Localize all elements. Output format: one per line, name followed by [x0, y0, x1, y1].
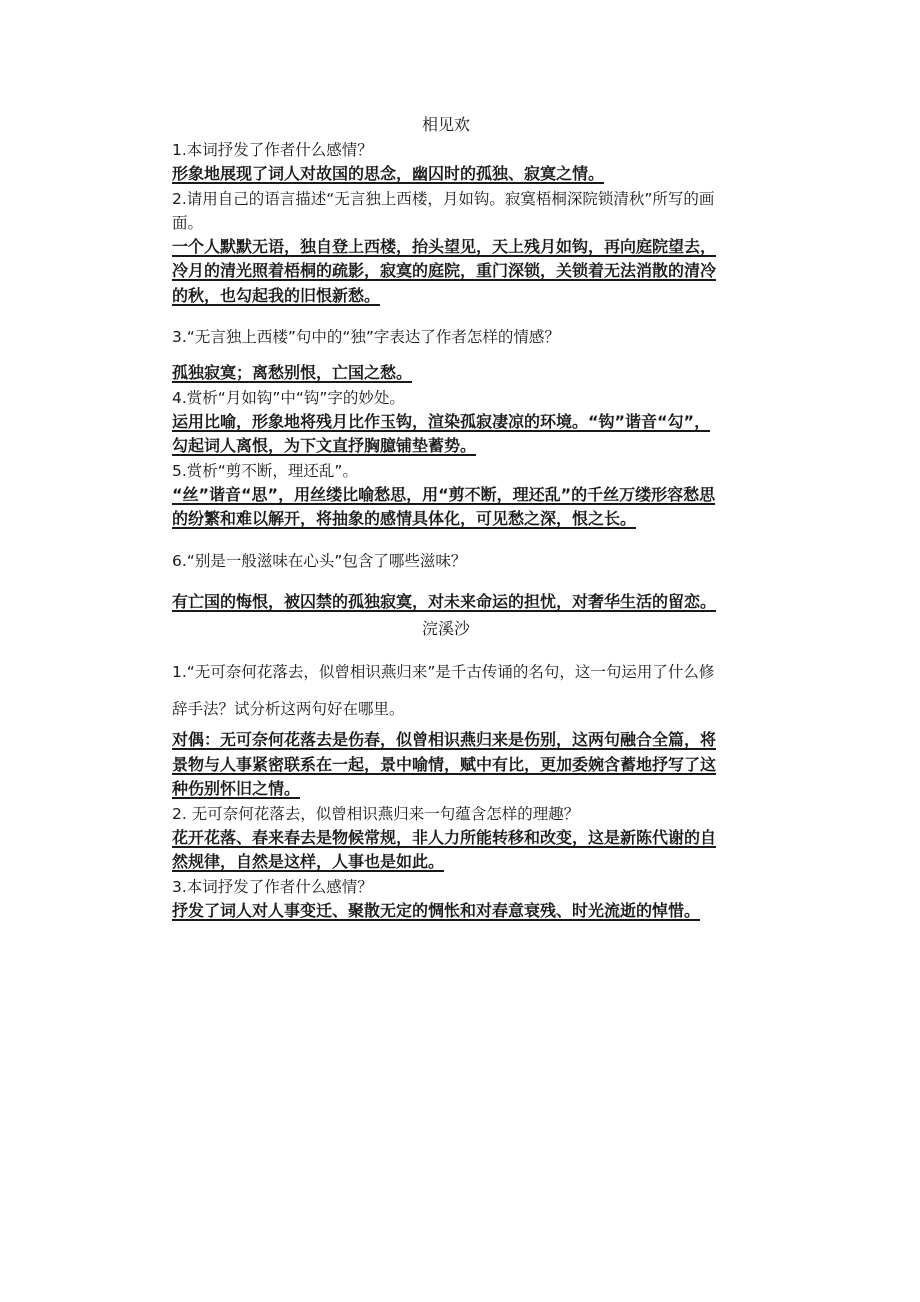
- section-title: 相见欢: [421, 115, 470, 134]
- answer-2: 花开花落、春来春去是物候常规，非人力所能转移和改变，这是新陈代谢的自然规律，自然是这样，人事也是如此。: [172, 827, 717, 871]
- answer-2: 一个人默默无语，独自登上西楼，抬头望见，天上残月如钩，再向庭院望去，冷月的清光照着梧桐的疏影，寂寞的庭院，重门深锁，关锁着无法消散的清冷的秋，也勾起我的旧恨新愁。: [172, 236, 717, 305]
- question-4: 4.赏析“月如钩”中“钩”字的妙处。: [172, 388, 405, 407]
- answer-5: “丝”谐音“思”，用丝缕比喻愁思，用“剪不断，理还乱”的千丝万缕形容愁思的纷繁和难以解开，将抽象的感情具体化，可见愁之深，恨之长。: [172, 484, 716, 528]
- question-3: 3.本词抒发了作者什么感情？: [172, 877, 373, 896]
- document-page: [172, 112, 720, 923]
- section-huanxisha: [172, 616, 720, 923]
- answer-3: 抒发了词人对人事变迁、聚散无定的惆怅和对春意衰残、时光流逝的悼惜。: [172, 900, 701, 920]
- question-1: 1.本词抒发了作者什么感情？: [172, 141, 373, 159]
- answer-1: 对偶：无可奈何花落去是伤春，似曾相识燕归来是伤别，这两句融合全篇，将景物与人事紧密联系在一起，景中喻情，赋中有比，更加委婉含蓄地抒写了这种伤别怀旧之情。: [172, 730, 717, 798]
- answer-1: 形象地展现了词人对故国的思念，幽囚时的孤独、寂寞之情。: [172, 164, 605, 183]
- question-3: 3.“无言独上西楼”句中的“独”字表达了作者怎样的情感？: [172, 328, 560, 346]
- question-2: 2. 无可奈何花落去，似曾相识燕归来一句蕴含怎样的理趣？: [172, 804, 580, 823]
- answer-4: 运用比喻，形象地将残月比作玉钩，渲染孤寂凄凉的环境。“钩”谐音“勾”，勾起词人离恨，为下文直抒胸臆铺垫蓄势。: [172, 411, 711, 455]
- question-1: 1.“无可奈何花落去，似曾相识燕归来”是千古传诵的名句，这一句运用了什么修辞手法？试分析这两句好在哪里。: [172, 663, 715, 718]
- question-6: 6.“别是一般滋味在心头”包含了哪些滋味？: [172, 551, 467, 570]
- section-xiangjianhuan: [172, 112, 720, 614]
- answer-3: 孤独寂寞；离愁别恨，亡国之愁。: [172, 363, 413, 382]
- answer-6: 有亡国的悔恨，被囚禁的孤独寂寞，对未来命运的担忧，对奢华生活的留恋。: [172, 591, 717, 611]
- question-5: 5.赏析“剪不断，理还乱”。: [172, 461, 358, 480]
- section-title: 浣溪沙: [421, 619, 470, 638]
- question-2: 2.请用自己的语言描述“无言独上西楼，月如钩。寂寞梧桐深院锁清秋”所写的画面。: [172, 189, 715, 232]
